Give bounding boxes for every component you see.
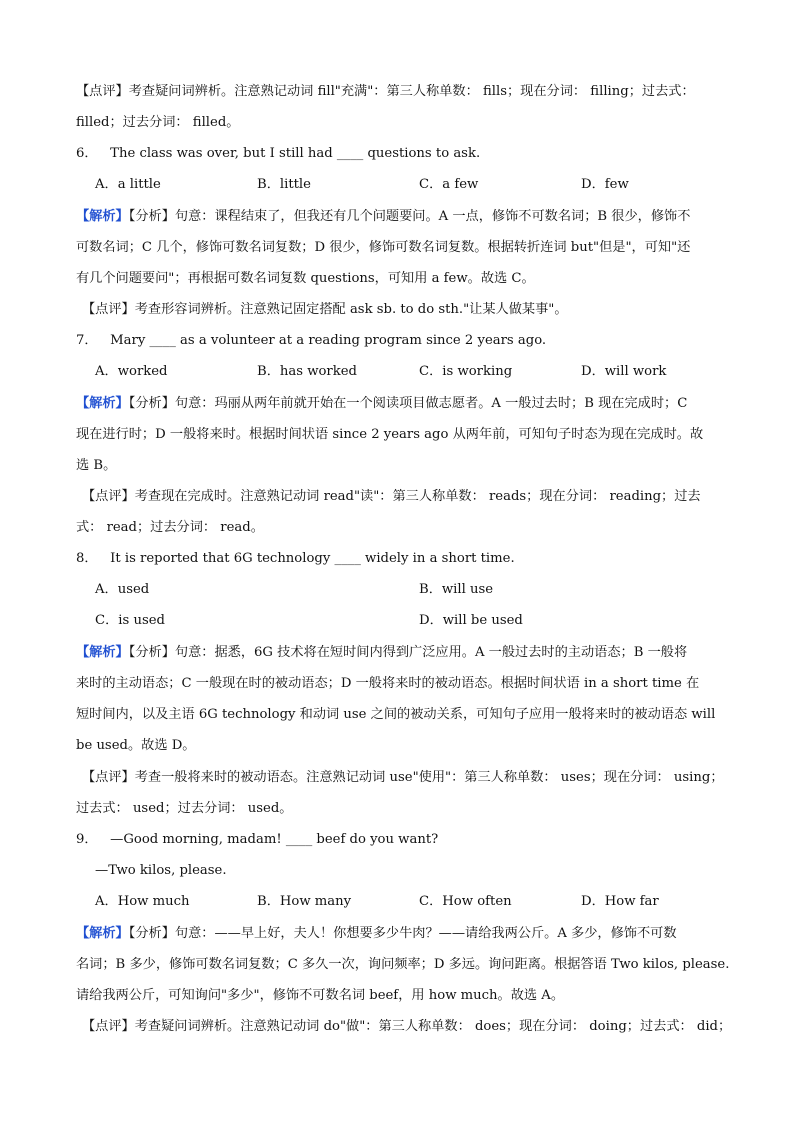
analysis-q9-line1: 【解析】【分析】句意：——早上好，夫人！你想要多少牛肉？——请给我两公斤。A 多少，修饰不可数 (76, 926, 677, 941)
option-a: A．worked (95, 364, 168, 379)
question-stem: —Good morning, madam! ____ beef do you want? (110, 832, 439, 847)
question-9 (76, 830, 438, 850)
option-c: C．is working (419, 364, 513, 379)
analysis-q7-line3: 选 B。 (76, 458, 117, 473)
option-a: A．used (95, 582, 150, 597)
option-c: C．a few (419, 177, 479, 192)
option-b: B．little (257, 177, 311, 192)
question-stem: Mary ____ as a volunteer at a reading program since 2 years ago. (110, 333, 547, 348)
analysis-tag: 【解析】 (76, 396, 129, 411)
analysis-q7-line2: 现在进行时；D 一般将来时。根据时间状语 since 2 years ago 从两年前，可知句子时态为现在完成时。故 (76, 427, 704, 442)
analysis-tag: 【解析】 (76, 645, 129, 660)
comment-q5: 【点评】考查疑问词辨析。注意熟记动词 fill"充满"：第三人称单数： fills；现在分词： filling；过去式： (76, 84, 695, 99)
question-number: 9． (76, 832, 98, 847)
analysis-q6-line1: 【解析】【分析】句意：课程结束了，但我还有几个问题要问。A 一点，修饰不可数名词；B 很少，修饰不 (76, 209, 691, 224)
analysis-q8-line2: 来时的主动语态；C 一般现在时的被动语态；D 一般将来时的被动语态。根据时间状语 in a short time 在 (76, 676, 700, 691)
comment-q8-cont: 过去式： used；过去分词： used。 (76, 801, 293, 816)
analysis-q6-line3: 有几个问题要问"；再根据可数名词复数 questions，可知用 a few。故选 C。 (76, 271, 535, 286)
option-b: B．will use (419, 582, 494, 597)
question-number: 6． (76, 146, 98, 161)
option-c: C．is used (95, 613, 165, 628)
analysis-tag: 【解析】 (76, 926, 129, 941)
comment-q5-cont: filled；过去分词： filled。 (76, 115, 240, 130)
analysis-q6-line2: 可数名词；C 几个，修饰可数名词复数；D 很少，修饰可数名词复数。根据转折连词 but"但是"，可知"还 (76, 240, 691, 255)
comment-q7-cont: 式： read；过去分词： read。 (76, 520, 264, 535)
analysis-q9-line2: 名词；B 多少，修饰可数名词复数；C 多久一次，询问频率；D 多远。询问距离。根据答语 Two kilos, please. (76, 957, 730, 972)
analysis-q7-line1: 【解析】【分析】句意：玛丽从两年前就开始在一个阅读项目做志愿者。A 一般过去时；B 现在完成时；C (76, 396, 688, 411)
question-9-reply: —Two kilos, please. (95, 863, 227, 878)
option-d: D．How far (581, 894, 659, 909)
analysis-tag: 【解析】 (76, 209, 129, 224)
analysis-q8-line3: 短时间内，以及主语 6G technology 和动词 use 之间的被动关系，可知句子应用一般将来时的被动语态 will (76, 707, 716, 722)
option-d: D．will work (581, 364, 667, 379)
analysis-q8-line4: be used。故选 D。 (76, 738, 196, 753)
option-a: A．How much (95, 894, 190, 909)
option-b: B．has worked (257, 364, 357, 379)
comment-q9: 【点评】考查疑问词辨析。注意熟记动词 do"做"：第三人称单数： does；现在分词： doing；过去式： did； (82, 1019, 732, 1034)
comment-q6: 【点评】考查形容词辨析。注意熟记固定搭配 ask sb. to do sth."让某人做某事"。 (82, 302, 568, 317)
analysis-q8-line1: 【解析】【分析】句意：据悉，6G 技术将在短时间内得到广泛应用。A 一般过去时的主动语态；B 一般将 (76, 645, 688, 660)
option-d: D．few (581, 177, 629, 192)
question-number: 7． (76, 333, 98, 348)
question-7 (76, 331, 546, 351)
question-6 (76, 144, 480, 164)
option-c: C．How often (419, 894, 512, 909)
question-8 (76, 549, 515, 569)
comment-q7: 【点评】考查现在完成时。注意熟记动词 read"读"：第三人称单数： reads；现在分词： reading；过去 (82, 489, 701, 504)
comment-q8: 【点评】考查一般将来时的被动语态。注意熟记动词 use"使用"：第三人称单数： uses；现在分词： using； (82, 770, 724, 785)
question-stem: The class was over, but I still had ____ questions to ask. (110, 146, 481, 161)
question-stem: It is reported that 6G technology ____ widely in a short time. (110, 551, 515, 566)
question-number: 8． (76, 551, 98, 566)
option-a: A．a little (95, 177, 161, 192)
option-b: B．How many (257, 894, 352, 909)
analysis-q9-line3: 请给我两公斤，可知询问"多少"，修饰不可数名词 beef，用 how much。故选 A。 (76, 988, 565, 1003)
option-d: D．will be used (419, 613, 523, 628)
